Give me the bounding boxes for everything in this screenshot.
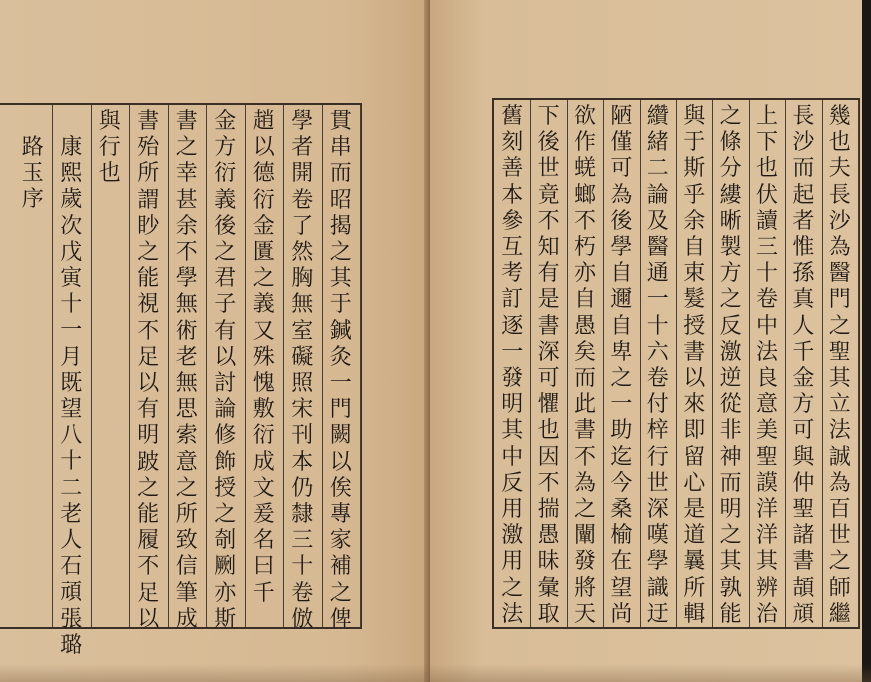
column-rule — [858, 100, 859, 627]
left-column: 書 殆 所 謂 眇 之 能 視 不 足 以 有 明 跛 之 能 履 不 足 以 — [137, 109, 160, 632]
right-column: 欲 作 蜣 螂 不 朽 亦 自 愚 矣 而 此 書 不 為 之 闡 發 將 天 — [573, 104, 596, 627]
right-column: 長 沙 而 起 者 惟 孫 真 人 千 金 方 可 與 仲 聖 諸 書 頡 頏 — [792, 104, 815, 627]
column-rule — [749, 100, 750, 627]
column-rule — [360, 105, 361, 627]
column-rule — [567, 100, 568, 627]
right-column: 纘 緒 二 論 及 醫 通 一 十 六 卷 付 梓 行 世 深 嘆 學 識 迂 — [646, 104, 669, 627]
left-column: 學 者 開 卷 了 然 胸 無 室 礙 照 宋 刊 本 仍 隸 三 十 卷 倣 — [291, 109, 314, 632]
column-rule — [603, 100, 604, 627]
left-column: 金 方 衍 義 後 之 君 子 有 以 討 論 修 飾 授 之 剞 劂 亦 斯 — [214, 109, 237, 632]
right-column: 下 後 世 竟 不 知 有 是 書 深 可 懼 也 因 不 揣 愚 昧 彙 取 — [537, 104, 560, 627]
right-column: 陋 僅 可 為 後 學 自 邇 自 卑 之 一 助 迄 今 桑 榆 在 望 尚 — [610, 104, 633, 627]
right-column: 上 下 也 伏 讀 三 十 卷 中 法 良 意 美 聖 謨 洋 洋 其 辨 治 — [755, 104, 778, 627]
left-column: 康 熙 歲 次 戊 寅 十 一 月 既 望 八 十 二 老 人 石 頑 張 璐 — [60, 135, 83, 658]
right-column: 與 于 斯 乎 余 自 束 髮 授 書 以 來 即 留 心 是 道 曩 所 輯 — [683, 104, 706, 627]
right-column: 幾 也 夫 長 沙 為 醫 門 之 聖 其 立 法 誠 為 百 世 之 師 繼 — [828, 104, 851, 627]
page-shadow — [0, 664, 871, 682]
column-rule — [822, 100, 823, 627]
right-column: 舊 刻 善 本 參 互 考 訂 逐 一 發 明 其 中 反 用 激 用 之 法 — [501, 104, 524, 627]
column-rule — [168, 105, 169, 627]
left-column: 與 行 也 — [98, 109, 121, 187]
column-rule — [52, 105, 53, 627]
right-column: 之 條 分 縷 晰 製 方 之 反 激 逆 從 非 神 而 明 之 其 孰 能 — [719, 104, 742, 627]
column-rule — [530, 100, 531, 627]
scan-edge — [862, 0, 871, 682]
left-column: 貫 串 而 昭 揭 之 其 于 鍼 灸 一 門 闕 以 俟 專 家 補 之 俾 — [329, 109, 352, 632]
column-rule — [712, 100, 713, 627]
right-text-frame — [492, 98, 860, 629]
column-rule — [245, 105, 246, 627]
left-column: 路 玉 序 — [21, 135, 44, 213]
column-rule — [676, 100, 677, 627]
left-text-frame — [0, 103, 362, 658]
column-rule — [129, 105, 130, 627]
column-rule — [206, 105, 207, 627]
left-column: 趙 以 德 衍 金 匱 之 義 又 殊 愧 敷 衍 成 文 爰 名 曰 千 — [252, 109, 275, 606]
column-rule — [91, 105, 92, 627]
column-rule — [283, 105, 284, 627]
column-rule — [322, 105, 323, 627]
column-rule — [640, 100, 641, 627]
column-rule — [785, 100, 786, 627]
left-column: 書 之 幸 甚 余 不 學 無 術 老 無 思 索 意 之 所 致 信 筆 成 — [175, 109, 198, 632]
left-page — [0, 0, 428, 682]
